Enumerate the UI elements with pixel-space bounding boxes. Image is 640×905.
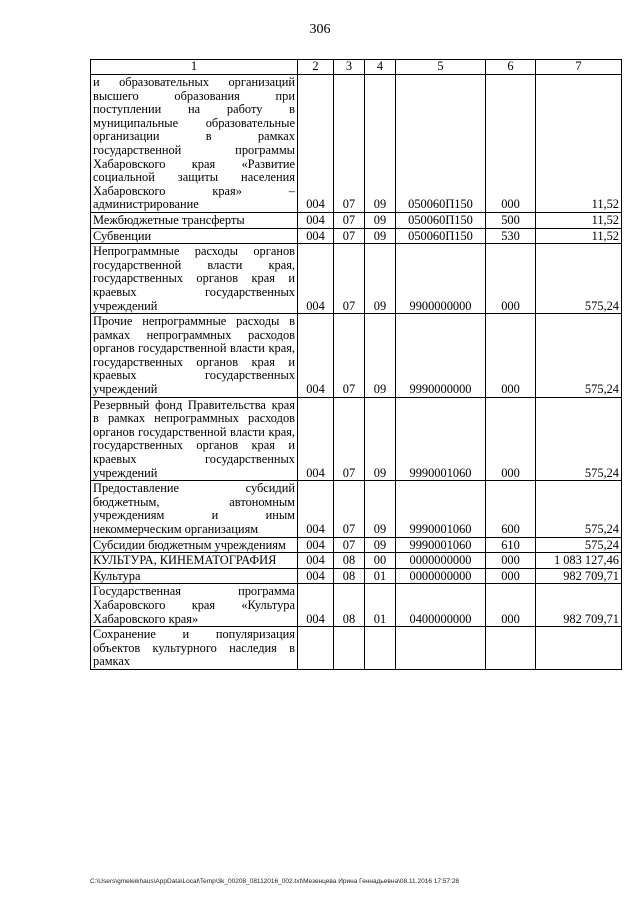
header-cell: 6 bbox=[486, 60, 536, 75]
row-expense-type: 600 bbox=[486, 481, 536, 537]
table-row bbox=[91, 537, 622, 553]
row-expense-type bbox=[486, 627, 536, 670]
row-target-article: 050060П150 bbox=[396, 75, 486, 213]
row-subsection: 09 bbox=[365, 212, 396, 228]
row-target-article: 0000000000 bbox=[396, 568, 486, 584]
row-target-article: 050060П150 bbox=[396, 212, 486, 228]
row-section: 08 bbox=[334, 584, 365, 627]
row-subsection: 00 bbox=[365, 553, 396, 569]
row-expense-type: 000 bbox=[486, 244, 536, 314]
row-subsection: 01 bbox=[365, 584, 396, 627]
row-name: и образовательных организаций высшего образования при поступлении на работу в муниципальные образовательные организации в рамках государственной программы Хабаровского края «Развитие социальной защиты населения Хабаровского края» – администрирование bbox=[91, 75, 298, 213]
header-cell: 7 bbox=[536, 60, 622, 75]
row-target-article: 0400000000 bbox=[396, 584, 486, 627]
row-name: Резервный фонд Правительства края в рамках непрограммных расходов органов государственной власти края, государственных органов края и краевых государственных учреждений bbox=[91, 397, 298, 481]
row-subsection: 09 bbox=[365, 314, 396, 398]
table-row bbox=[91, 244, 622, 314]
row-ministry-code: 004 bbox=[298, 568, 334, 584]
row-section: 07 bbox=[334, 481, 365, 537]
row-section: 07 bbox=[334, 537, 365, 553]
row-expense-type: 000 bbox=[486, 553, 536, 569]
row-ministry-code: 004 bbox=[298, 75, 334, 213]
row-expense-type: 000 bbox=[486, 75, 536, 213]
header-cell: 3 bbox=[334, 60, 365, 75]
row-ministry-code: 004 bbox=[298, 584, 334, 627]
table-row bbox=[91, 481, 622, 537]
table-row bbox=[91, 397, 622, 481]
row-amount: 575,24 bbox=[536, 314, 622, 398]
row-name: Прочие непрограммные расходы в рамках непрограммных расходов органов государственной власти края, государственных органов края и краевых государственных учреждений bbox=[91, 314, 298, 398]
row-section: 07 bbox=[334, 212, 365, 228]
row-subsection: 09 bbox=[365, 397, 396, 481]
row-expense-type: 610 bbox=[486, 537, 536, 553]
table-row bbox=[91, 568, 622, 584]
row-ministry-code: 004 bbox=[298, 212, 334, 228]
row-amount: 575,24 bbox=[536, 481, 622, 537]
row-ministry-code: 004 bbox=[298, 244, 334, 314]
row-section: 07 bbox=[334, 75, 365, 213]
page-number: 306 bbox=[309, 22, 331, 37]
header-row bbox=[91, 60, 622, 75]
table-row bbox=[91, 584, 622, 627]
header-cell: 1 bbox=[91, 60, 298, 75]
row-amount: 982 709,71 bbox=[536, 568, 622, 584]
table-row bbox=[91, 212, 622, 228]
table-row bbox=[91, 314, 622, 398]
row-section bbox=[334, 627, 365, 670]
row-subsection bbox=[365, 627, 396, 670]
header-cell: 5 bbox=[396, 60, 486, 75]
row-ministry-code: 004 bbox=[298, 481, 334, 537]
row-ministry-code: 004 bbox=[298, 228, 334, 244]
table-row bbox=[91, 627, 622, 670]
row-section: 07 bbox=[334, 314, 365, 398]
table-row bbox=[91, 228, 622, 244]
row-name: Межбюджетные трансферты bbox=[91, 212, 298, 228]
row-amount bbox=[536, 627, 622, 670]
budget-table bbox=[90, 59, 622, 670]
row-subsection: 09 bbox=[365, 244, 396, 314]
row-target-article: 9990001060 bbox=[396, 537, 486, 553]
row-name: Культура bbox=[91, 568, 298, 584]
row-expense-type: 000 bbox=[486, 314, 536, 398]
row-expense-type: 530 bbox=[486, 228, 536, 244]
row-target-article: 9990001060 bbox=[396, 397, 486, 481]
row-section: 07 bbox=[334, 228, 365, 244]
table-row bbox=[91, 75, 622, 213]
row-amount: 575,24 bbox=[536, 397, 622, 481]
row-expense-type: 000 bbox=[486, 584, 536, 627]
row-target-article bbox=[396, 627, 486, 670]
row-expense-type: 000 bbox=[486, 568, 536, 584]
row-subsection: 09 bbox=[365, 481, 396, 537]
row-subsection: 09 bbox=[365, 228, 396, 244]
row-name: КУЛЬТУРА, КИНЕМАТОГРАФИЯ bbox=[91, 553, 298, 569]
file-path-footer: C:\Users\gmeleikhaus\AppData\Local\Temp\3k_00208_08112016_002.txt\Мезенцева Ирина Геннадьевна\08.11.2016 17:57:28 bbox=[90, 878, 460, 885]
row-amount: 1 083 127,46 bbox=[536, 553, 622, 569]
row-name: Непрограммные расходы органов государственной власти края, государственных органов края и краевых государственных учреждений bbox=[91, 244, 298, 314]
row-expense-type: 000 bbox=[486, 397, 536, 481]
row-subsection: 01 bbox=[365, 568, 396, 584]
row-amount: 575,24 bbox=[536, 537, 622, 553]
row-name: Субсидии бюджетным учреждениям bbox=[91, 537, 298, 553]
row-target-article: 9900000000 bbox=[396, 244, 486, 314]
row-amount: 575,24 bbox=[536, 244, 622, 314]
row-amount: 11,52 bbox=[536, 228, 622, 244]
row-section: 08 bbox=[334, 553, 365, 569]
row-subsection: 09 bbox=[365, 75, 396, 213]
row-ministry-code: 004 bbox=[298, 553, 334, 569]
row-target-article: 050060П150 bbox=[396, 228, 486, 244]
row-subsection: 09 bbox=[365, 537, 396, 553]
row-name: Предоставление субсидий бюджетным, автономным учреждениям и иным некоммерческим организациям bbox=[91, 481, 298, 537]
row-ministry-code: 004 bbox=[298, 397, 334, 481]
row-target-article: 9990000000 bbox=[396, 314, 486, 398]
row-section: 07 bbox=[334, 397, 365, 481]
row-target-article: 9990001060 bbox=[396, 481, 486, 537]
row-target-article: 0000000000 bbox=[396, 553, 486, 569]
row-ministry-code: 004 bbox=[298, 314, 334, 398]
table-row bbox=[91, 553, 622, 569]
row-name: Государственная программа Хабаровского края «Культура Хабаровского края» bbox=[91, 584, 298, 627]
row-section: 07 bbox=[334, 244, 365, 314]
row-name: Сохранение и популяризация объектов культурного наследия в рамках bbox=[91, 627, 298, 670]
row-amount: 982 709,71 bbox=[536, 584, 622, 627]
header-cell: 2 bbox=[298, 60, 334, 75]
row-amount: 11,52 bbox=[536, 212, 622, 228]
row-section: 08 bbox=[334, 568, 365, 584]
row-name: Субвенции bbox=[91, 228, 298, 244]
row-ministry-code: 004 bbox=[298, 537, 334, 553]
row-expense-type: 500 bbox=[486, 212, 536, 228]
row-amount: 11,52 bbox=[536, 75, 622, 213]
header-cell: 4 bbox=[365, 60, 396, 75]
row-ministry-code bbox=[298, 627, 334, 670]
